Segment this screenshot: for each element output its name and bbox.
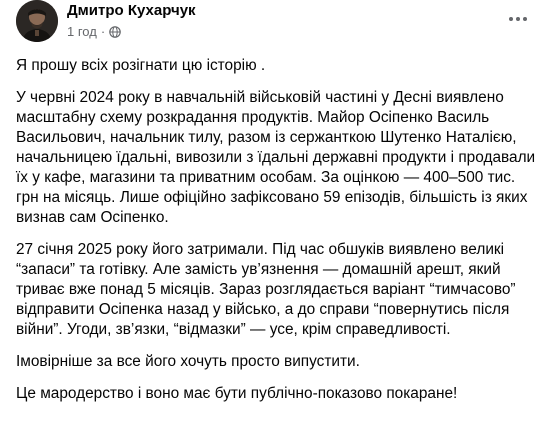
post-time[interactable]: 1 год — [67, 24, 97, 39]
author-avatar[interactable] — [16, 0, 58, 42]
post-paragraph: 27 січня 2025 року його затримали. Під час обшуків виявлено великі “запаси” та готівку. Але замість ув’язнення — домашній арешт, який триває вже понад 5 місяців. Зараз розглядається варіант “тимчасово” відправити Осіпенка назад у військо, а до справи “повернутись після війни”. Угоди, зв’язки, “відмазки” — усе, крім справедливості. — [16, 241, 516, 338]
meta-separator: · — [100, 24, 106, 39]
globe-icon[interactable] — [109, 26, 121, 38]
post-paragraph: Це мародерство і воно має бути публічно-показово покаране! — [16, 385, 458, 402]
avatar-photo — [16, 0, 58, 42]
post-paragraph: Імовірніше за все його хочуть просто випустити. — [16, 353, 360, 370]
post-text — [16, 56, 536, 416]
author-name[interactable]: Дмитро Кухарчук — [67, 2, 196, 19]
more-options-icon[interactable] — [505, 6, 531, 32]
post-paragraph: Я прошу всіх розігнати цю історію . — [16, 57, 266, 74]
post-paragraph: У червні 2024 року в навчальній військовій частині у Десні виявлено масштабну схему розкрадання продуктів. Майор Осіпенко Василь Васильович, начальник тилу, разом із сержанткою Шутенко Наталією, начальницею їдальні, вивозили з їдальні державні продукти і продавали їх у кафе, магазини та приватним особам. За оцінкою — 400–500 тис. грн на місяць. Лише офіційно зафіксовано 59 епізодів, більшість із яких визнав сам Осіпенко. — [16, 89, 536, 226]
post-meta — [67, 24, 121, 40]
